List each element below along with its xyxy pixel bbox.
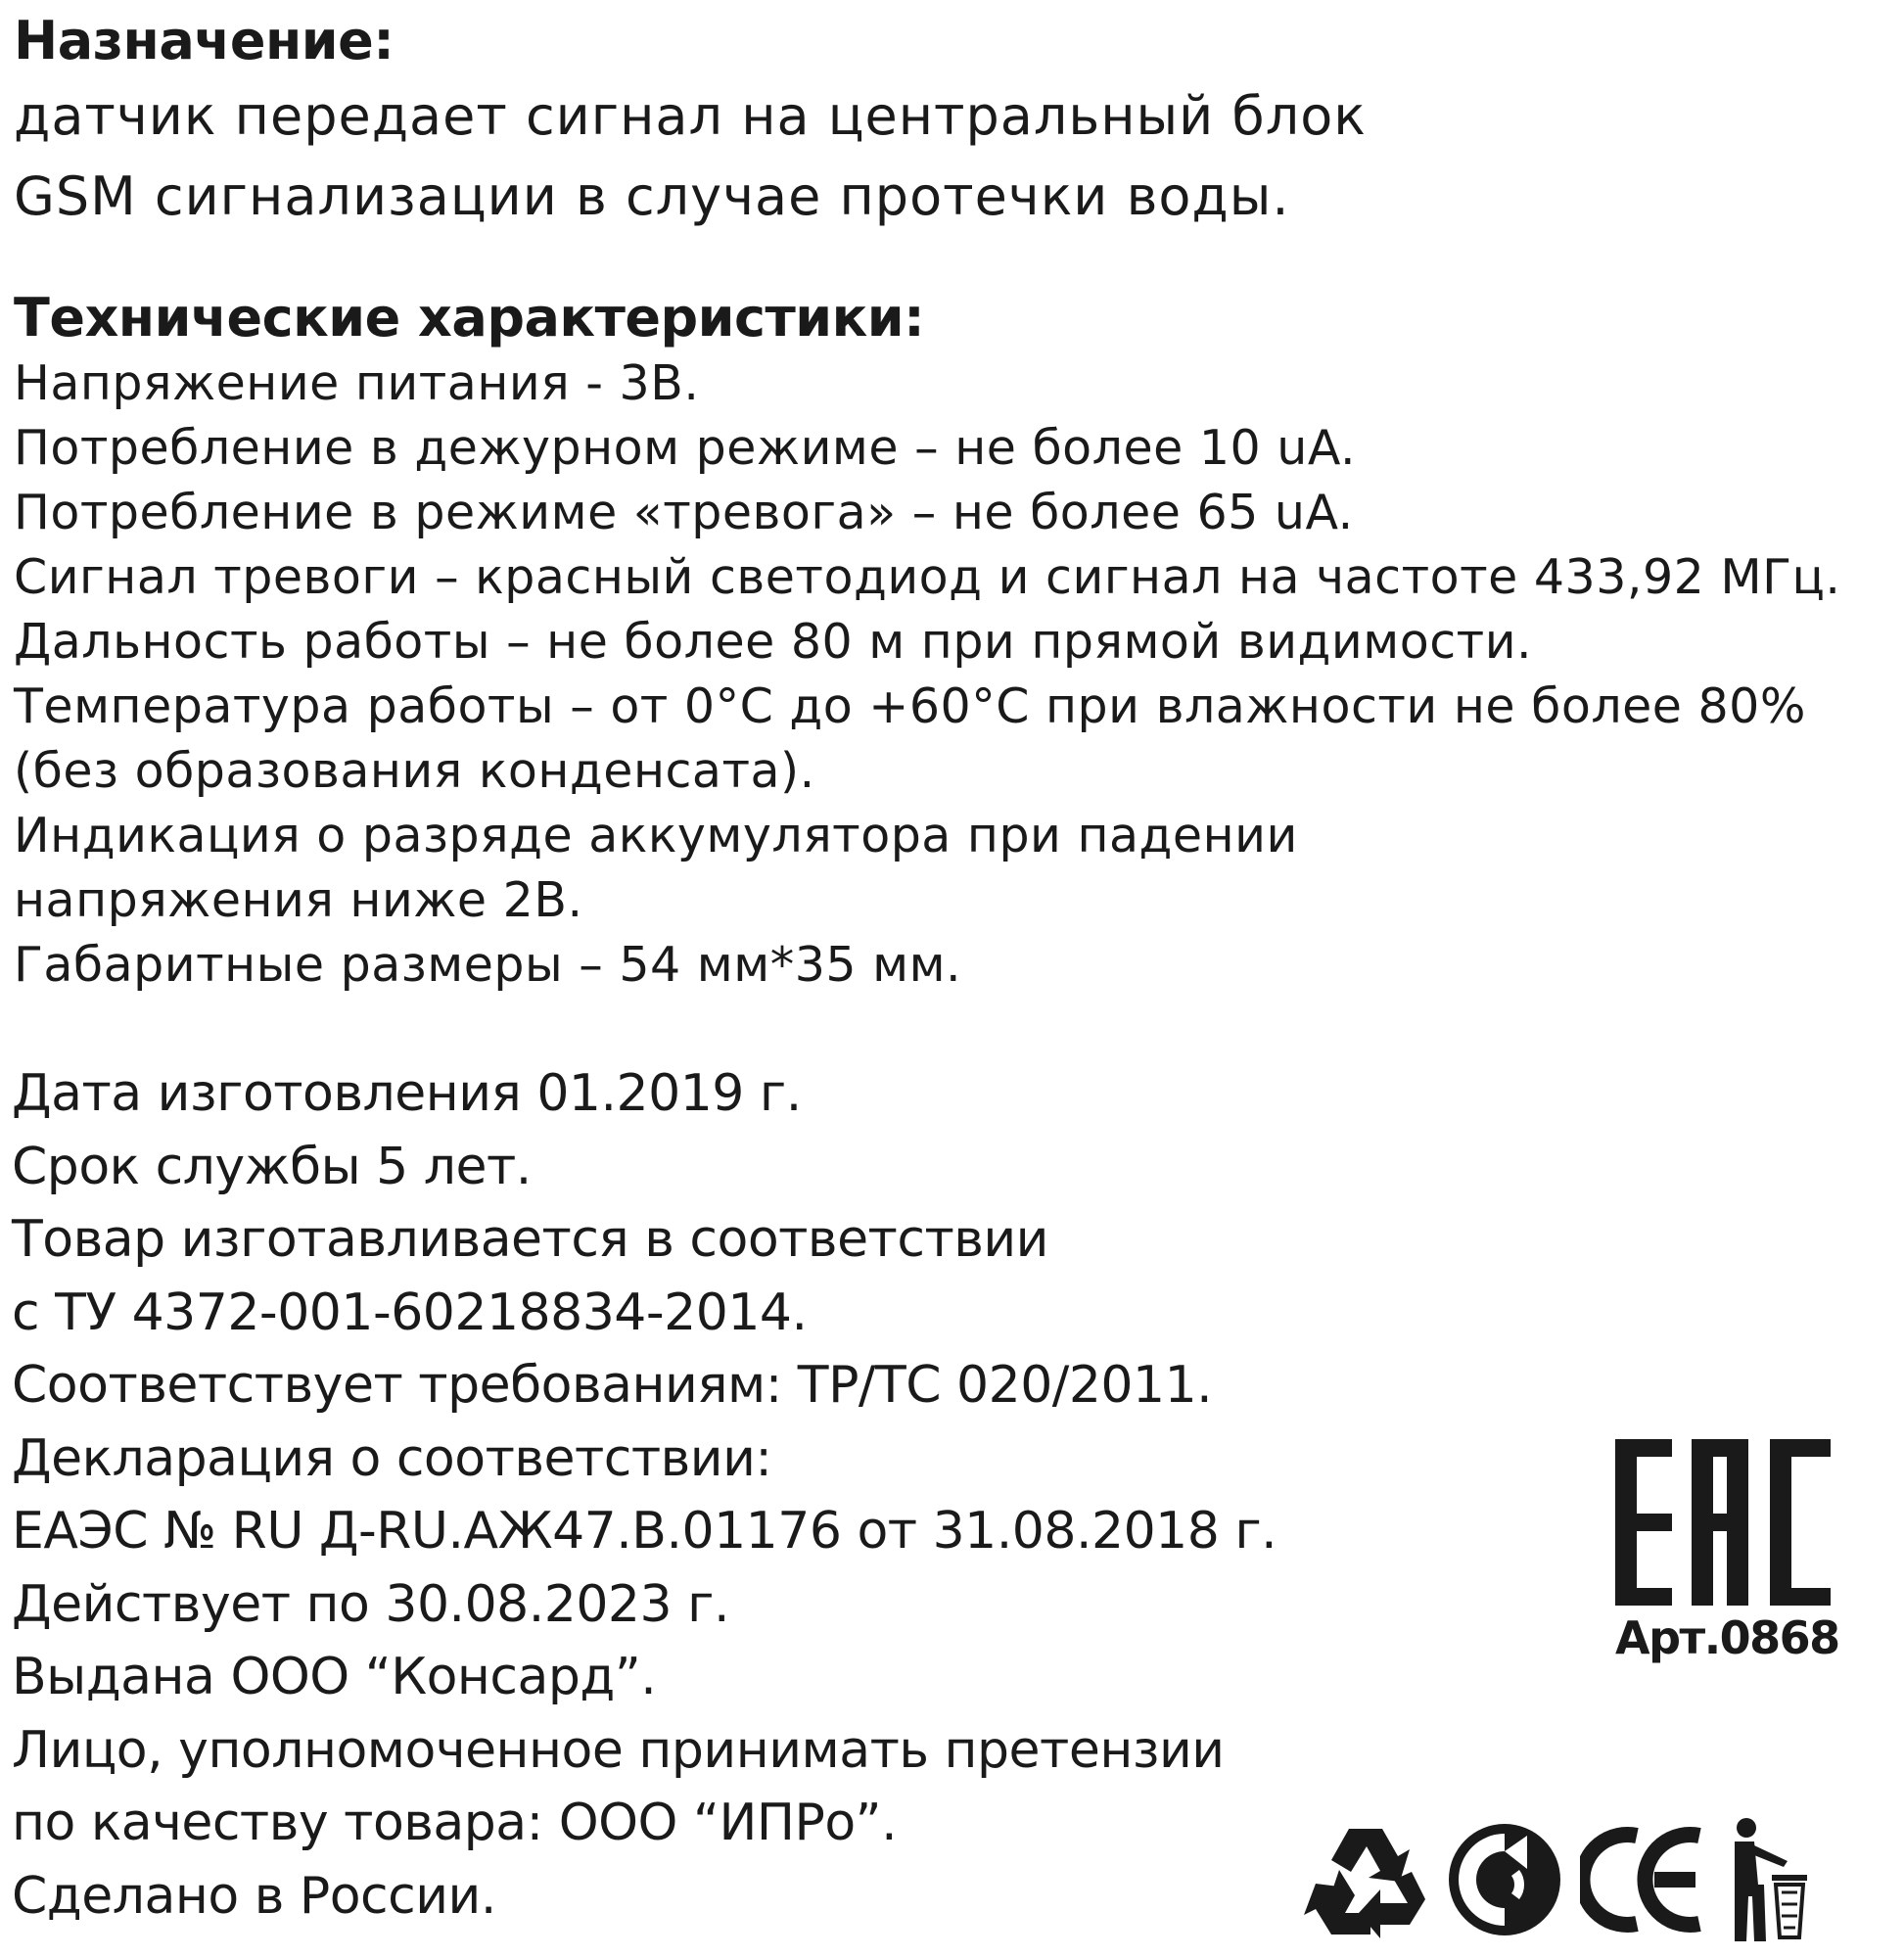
eac-block (1615, 1439, 1840, 1664)
manufacture-date: Дата изготовления 01.2019 г. (12, 1064, 802, 1123)
spec-line: Габаритные размеры – 54 мм*35 мм. (14, 937, 962, 993)
purpose-heading: Назначение: (14, 10, 395, 71)
spec-line: напряжения ниже 2В. (14, 872, 583, 928)
spec-line: Потребление в режиме «тревога» – не более 65 uA. (14, 485, 1354, 540)
eac-logo (1615, 1439, 1840, 1606)
info-line: Декларация о соответствии: (12, 1428, 772, 1488)
spec-line: Индикация о разряде аккумулятора при падении (14, 808, 1298, 863)
specs-section (14, 279, 1840, 998)
compliance-symbols (1302, 1816, 1813, 1943)
specs-heading: Технические характеристики: (14, 287, 925, 349)
spec-line: Температура работы – от 0°С до +60°С при влажности не более 80% (14, 678, 1806, 734)
recycle-icon (1302, 1821, 1429, 1938)
made-in: Сделано в России. (12, 1866, 496, 1926)
spec-line: Потребление в дежурном режиме – не более 10 uA. (14, 420, 1357, 476)
info-line: Соответствует требованиям: ТР/ТС 020/2011. (12, 1356, 1213, 1415)
green-dot-icon (1447, 1822, 1562, 1937)
service-life: Срок службы 5 лет. (12, 1137, 532, 1196)
spec-line: (без образования конденсата). (14, 743, 815, 799)
info-line: Товар изготавливается в соответствии (12, 1210, 1048, 1269)
info-line: Лицо, уполномоченное принимать претензии (12, 1720, 1225, 1780)
purpose-line: GSM сигнализации в случае протечки воды. (14, 165, 1290, 227)
spec-line: Напряжение питания - 3В. (14, 355, 700, 411)
spec-line: Дальность работы – не более 80 м при прямой видимости. (14, 614, 1533, 670)
purpose-section (14, 2, 1367, 237)
article-number: Арт.0868 (1615, 1611, 1839, 1664)
declaration-number: ЕАЭС № RU Д-RU.АЖ47.В.01176 от 31.08.2018 г. (12, 1502, 1277, 1561)
info-line: Выдана ООО “Консард”. (12, 1648, 657, 1706)
info-line: Действует по 30.08.2023 г. (12, 1574, 729, 1634)
spec-line: Сигнал тревоги – красный светодиод и сигнал на частоте 433,92 МГц. (14, 549, 1841, 605)
info-line: по качеству товара: ООО “ИПРо”. (12, 1794, 898, 1852)
purpose-line: датчик передает сигнал на центральный блок (14, 85, 1367, 147)
info-section (12, 1057, 1277, 1933)
info-line: с ТУ 4372-001-60218834-2014. (12, 1282, 808, 1342)
ce-mark-icon (1580, 1826, 1707, 1934)
no-trash-bin-icon (1725, 1816, 1813, 1943)
